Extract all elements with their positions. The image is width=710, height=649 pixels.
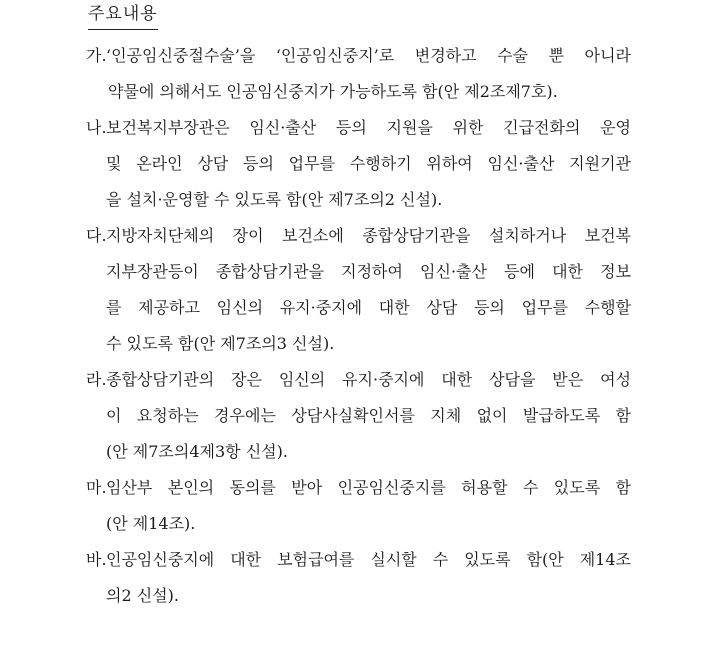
section-heading: 주요내용	[88, 2, 158, 30]
item-text-line: 종합상담기관의 장은 임신의 유지·중지에 대한 상담을 받은 여성	[106, 370, 631, 389]
item-text-line: 지방자치단체의 장이 보건소에 종합상담기관을 설치하거나 보건복	[106, 226, 631, 245]
item-text-line: (안 제14조).	[106, 514, 196, 533]
item-text-line: 을 설치·운영할 수 있도록 함(안 제7조의2 신설).	[106, 190, 443, 209]
list-item-na	[0, 116, 710, 224]
item-text-line: 의2 신설).	[106, 586, 179, 605]
list-item-ba	[0, 548, 710, 620]
item-marker: 나.	[86, 118, 107, 137]
list-item-ga	[0, 44, 710, 116]
item-marker: 바.	[86, 550, 107, 569]
item-marker: 라.	[86, 370, 107, 389]
list-item-ma	[0, 476, 710, 548]
item-text-line: 보건복지부장관은 임신·출산 등의 지원을 위한 긴급전화의 운영	[106, 118, 631, 137]
item-text-line: 인공임신중지에 대한 보험급여를 실시할 수 있도록 함(안 제14조	[106, 550, 631, 569]
item-text-line: (안 제7조의4제3항 신설).	[106, 442, 288, 461]
list-item-da	[0, 224, 710, 368]
item-text-line: 수 있도록 함(안 제7조의3 신설).	[106, 334, 335, 353]
item-marker: 마.	[86, 478, 107, 497]
item-text-line: 지부장관등이 종합상담기관을 지정하여 임신·출산 등에 대한 정보	[106, 262, 631, 281]
item-text-line: ‘인공임신중절수술’을 ‘인공임신중지’로 변경하고 수술 뿐 아니라	[106, 46, 631, 65]
item-marker: 다.	[86, 226, 107, 245]
item-list	[0, 44, 710, 620]
item-text-line: 임산부 본인의 동의를 받아 인공임신중지를 허용할 수 있도록 함	[106, 478, 631, 497]
item-text-line: 이 요청하는 경우에는 상담사실확인서를 지체 없이 발급하도록 함	[106, 406, 631, 425]
item-text-line: 및 온라인 상담 등의 업무를 수행하기 위하여 임신·출산 지원기관	[106, 154, 631, 173]
item-marker: 가.	[86, 46, 107, 65]
item-text-line: 를 제공하고 임신의 유지·중지에 대한 상담 등의 업무를 수행할	[106, 298, 631, 317]
item-text-line: 약물에 의해서도 인공임신중지가 가능하도록 함(안 제2조제7호).	[108, 82, 558, 101]
list-item-ra	[0, 368, 710, 476]
